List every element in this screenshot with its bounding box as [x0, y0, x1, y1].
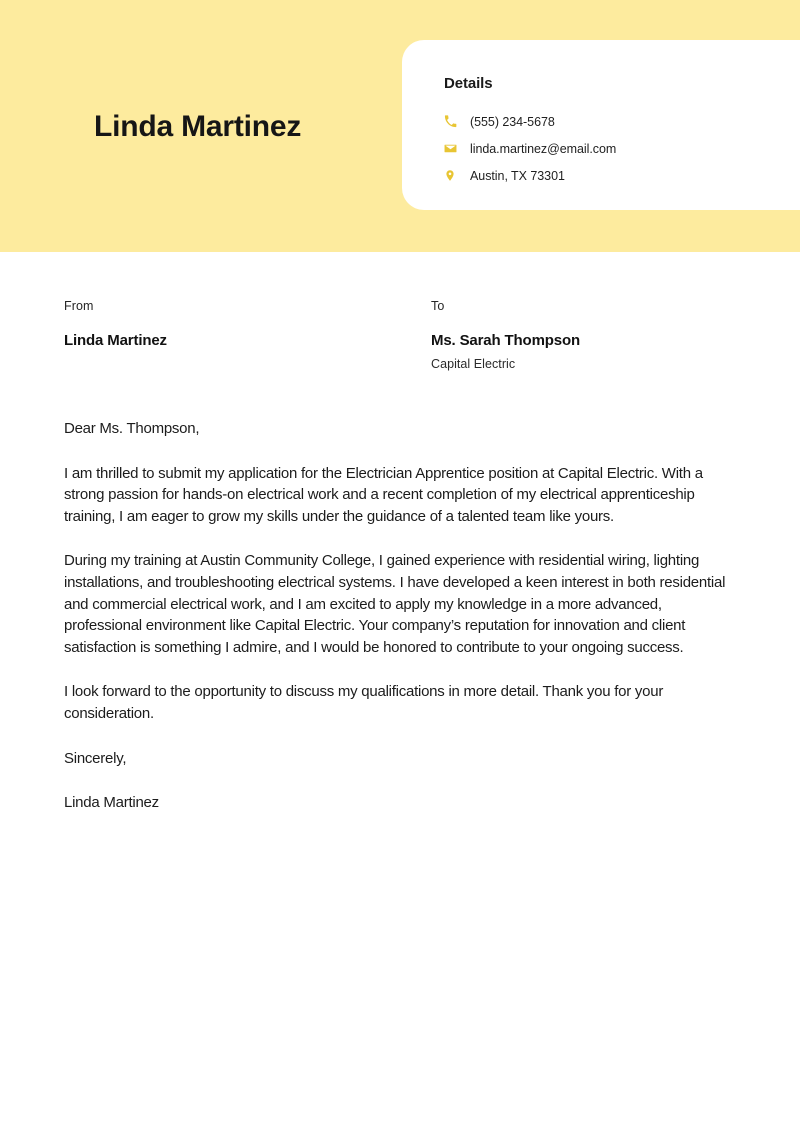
address-block	[0, 252, 800, 372]
letter-paragraph-2: During my training at Austin Community College, I gained experience with residential wiring, lighting installations, and troubleshooting electrical systems. I have developed a keen interest in both residential and commercial electrical work, and I am excited to apply my knowledge in a more advanced, professional environment like Capital Electric. Your company’s reputation for innovation and client satisfaction is something I admire, and I would be honored to contribute to your ongoing success.	[64, 552, 726, 656]
to-label: To	[431, 299, 445, 313]
to-column	[431, 299, 580, 371]
location-value: Austin, TX 73301	[470, 168, 565, 183]
to-organization: Capital Electric	[431, 357, 516, 371]
letter-paragraph-3: I look forward to the opportunity to discuss my qualifications in more detail. Thank you for your consideration.	[64, 683, 664, 722]
phone-icon	[444, 113, 464, 131]
details-heading: Details	[444, 75, 493, 92]
from-column	[64, 299, 167, 357]
email-value: linda.martinez@email.com	[470, 141, 617, 156]
letter-content	[64, 418, 740, 814]
envelope-icon	[444, 140, 464, 158]
to-name: Ms. Sarah Thompson	[431, 332, 580, 349]
contact-details-card	[402, 40, 800, 210]
from-label: From	[64, 299, 94, 313]
letter-paragraph-1: I am thrilled to submit my application for the Electrician Apprentice position at Capital Electric. With a strong passion for hands-on electrical work and a recent completion of my electrical apprenticeship training, I am eager to grow my skills under the guidance of a talented team like yours.	[64, 464, 703, 525]
page-title: Linda Martinez	[94, 110, 302, 143]
letter-signature: Linda Martinez	[64, 794, 159, 812]
contact-details-list	[444, 108, 784, 189]
letter-body	[0, 252, 800, 812]
contact-row-email[interactable]	[444, 135, 784, 162]
header-banner	[0, 0, 800, 252]
letter-salutation: Dear Ms. Thompson,	[64, 420, 200, 437]
letter-signoff: Sincerely,	[64, 749, 127, 767]
contact-row-location[interactable]	[444, 162, 784, 189]
location-pin-icon	[444, 167, 464, 185]
phone-value: (555) 234-5678	[470, 114, 555, 129]
contact-row-phone[interactable]	[444, 108, 784, 135]
from-name: Linda Martinez	[64, 332, 167, 349]
